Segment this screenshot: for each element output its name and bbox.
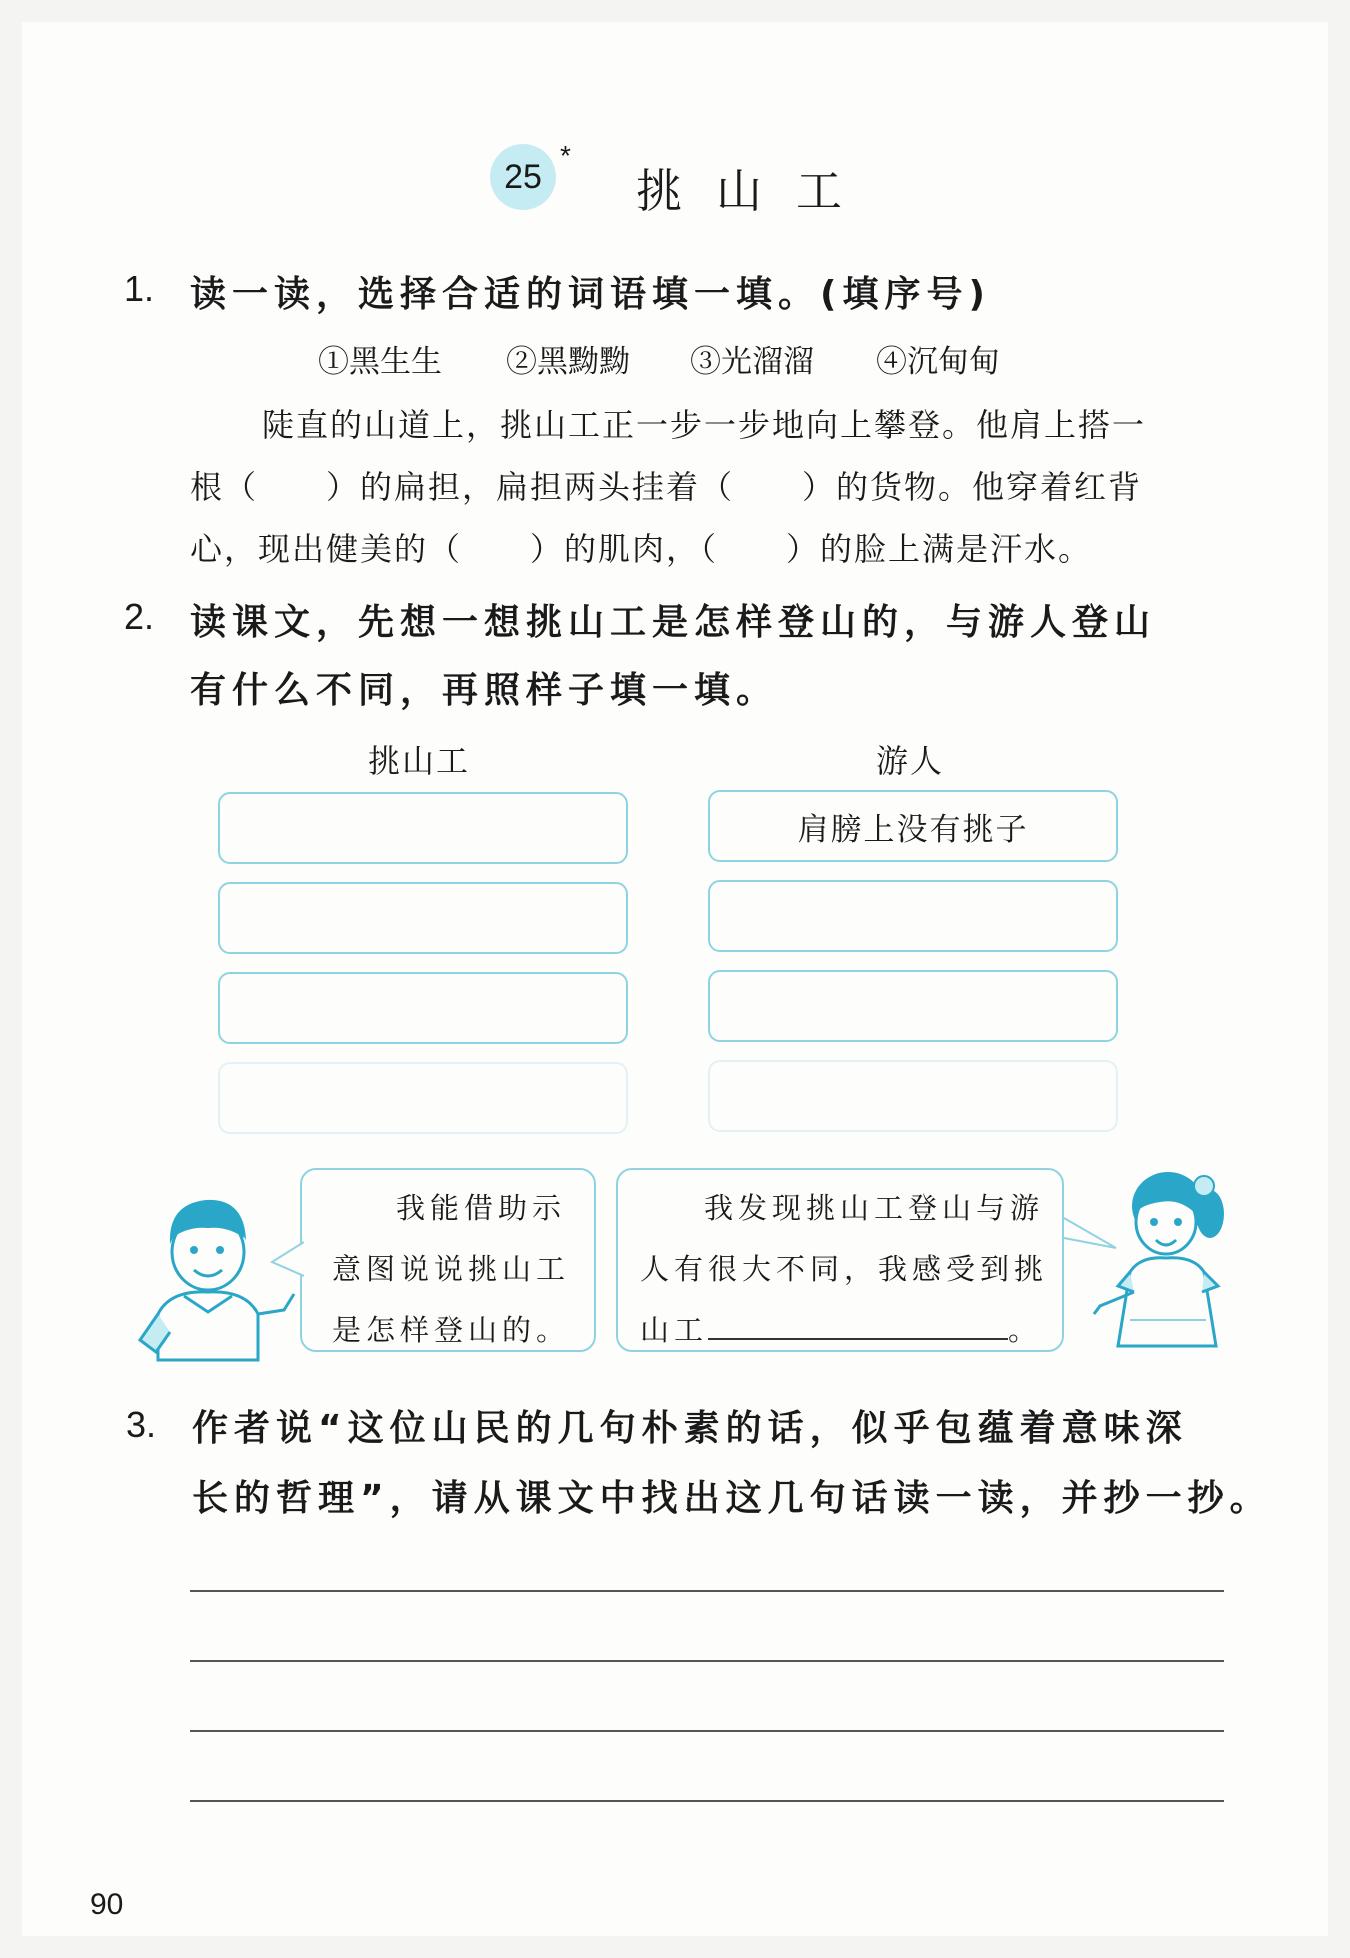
q2-number: 2. (124, 596, 155, 637)
tourist-answer-box[interactable]: 肩膀上没有挑子 (708, 790, 1118, 862)
q1-option: ①黑生生 (318, 344, 442, 380)
girl-bubble-line: 山工 (640, 1313, 709, 1347)
writing-line[interactable] (190, 1590, 1224, 1592)
q2-prompt-line: 读课文，先想一想挑山工是怎样登山的，与游人登山 (190, 602, 1157, 643)
q3-prompt-line: 长的哲理”，请从课文中找出这几句话读一读，并抄一抄。 (192, 1478, 1272, 1519)
q1-option: ③光溜溜 (690, 344, 814, 380)
q1-option: ④沉甸甸 (876, 344, 1000, 380)
porter-column-header: 挑山工 (368, 742, 471, 780)
porter-answer-box[interactable] (218, 792, 628, 864)
q3-prompt-line: 作者说“这位山民的几句朴素的话，似乎包蕴着意味深 (192, 1408, 1188, 1449)
lesson-mark: * (560, 140, 571, 171)
q3-number: 3. (126, 1404, 157, 1445)
tourist-answer-box[interactable] (708, 1060, 1118, 1132)
porter-answer-box[interactable] (218, 882, 628, 954)
girl-bubble-line: 我发现挑山工登山与游 (704, 1191, 1045, 1225)
boy-bubble-line: 是怎样登山的。 (332, 1313, 571, 1347)
girl-speech-bubble (616, 1168, 1064, 1352)
q1-option: ②黑黝黝 (506, 344, 630, 380)
boy-bubble-line: 我能借助示 (396, 1191, 567, 1225)
tourist-column-header: 游人 (876, 742, 945, 780)
girl-bubble-blank[interactable] (708, 1312, 1008, 1340)
q1-passage-line: 根（ ）的扁担，扁担两头挂着（ ）的货物。他穿着红背 (190, 468, 1143, 506)
lesson-number-badge (490, 144, 556, 210)
writing-line[interactable] (190, 1660, 1224, 1662)
q1-passage-line: 心，现出健美的（ ）的肌肉，（ ）的脸上满是汗水。 (190, 530, 1093, 568)
boy-bubble-line: 意图说说挑山工 (332, 1252, 571, 1286)
tourist-answer-box[interactable] (708, 880, 1118, 952)
girl-bubble-end: 。 (1008, 1313, 1043, 1347)
writing-line[interactable] (190, 1730, 1224, 1732)
q1-passage-line: 陡直的山道上，挑山工正一步一步地向上攀登。他肩上搭一 (262, 406, 1147, 444)
lesson-number: 25 (504, 157, 542, 196)
page-number: 90 (90, 1888, 124, 1921)
lesson-title: 挑山工 (636, 164, 876, 218)
q2-prompt-line: 有什么不同，再照样子填一填。 (190, 670, 779, 711)
porter-answer-box[interactable] (218, 972, 628, 1044)
q1-number: 1. (124, 268, 155, 309)
girl-illustration (1090, 1160, 1240, 1350)
tourist-answer-box[interactable] (708, 970, 1118, 1042)
boy-bubble-tail (270, 1240, 304, 1280)
girl-bubble-line: 人有很大不同，我感受到挑 (640, 1252, 1049, 1286)
writing-line[interactable] (190, 1800, 1224, 1802)
porter-answer-box[interactable] (218, 1062, 628, 1134)
boy-speech-bubble (300, 1168, 596, 1352)
q1-prompt: 读一读，选择合适的词语填一填。(填序号) (190, 274, 991, 315)
